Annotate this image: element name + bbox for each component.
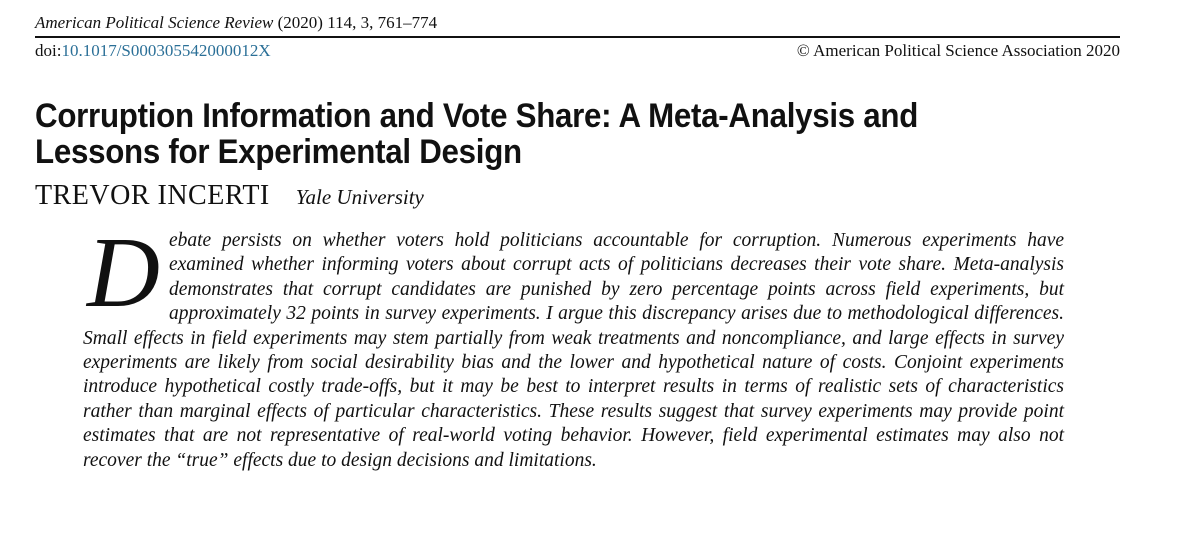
doi-link[interactable]: 10.1017/S000305542000012X: [61, 41, 271, 60]
journal-citation: [35, 13, 437, 33]
journal-name: American Political Science Review: [35, 13, 274, 32]
copyright-notice: © American Political Science Association 2020: [796, 41, 1120, 60]
author-name: TREVOR INCERTI: [35, 180, 270, 211]
article-title-line-2: Lessons for Experimental Design: [35, 133, 522, 171]
abstract: [83, 216, 1064, 473]
doi-copyright-row: [35, 41, 1120, 61]
article-title: [35, 98, 1047, 170]
abstract-drop-cap: D: [87, 216, 160, 328]
citation-details: (2020) 114, 3, 761–774: [273, 13, 438, 32]
header-divider: [35, 36, 1120, 38]
abstract-text: ebate persists on whether voters hold politicians accountable for corruption. Numerous experiments have examined whether informing voters about corrupt acts of politicians decreases their vote share. Meta-analysis demonstrates that corrupt candidates are punished by zero percentage points across field experiments, but approximately 32 points in survey experiments. I argue this discrepancy arises due to methodological differences. Small effects in field experiments may stem partially from weak treatments and noncompliance, and large effects in survey experiments are likely from social desirability bias and the lower and hypothetical nature of costs. Conjoint experiments introduce hypothetical costly trade-offs, but it may be best to interpret results in terms of realistic sets of characteristics rather than marginal effects of particular characteristics. These results suggest that survey experiments may provide point estimates that are not representative of real-world voting behavior. However, field experimental estimates may also not recover the “true” effects due to design decisions and limitations.: [83, 230, 1064, 471]
doi-prefix: doi:: [35, 41, 62, 60]
article-title-line-1: Corruption Information and Vote Share: A Meta-Analysis and: [35, 97, 919, 135]
byline: [35, 180, 424, 212]
author-affiliation: Yale University: [295, 185, 424, 209]
